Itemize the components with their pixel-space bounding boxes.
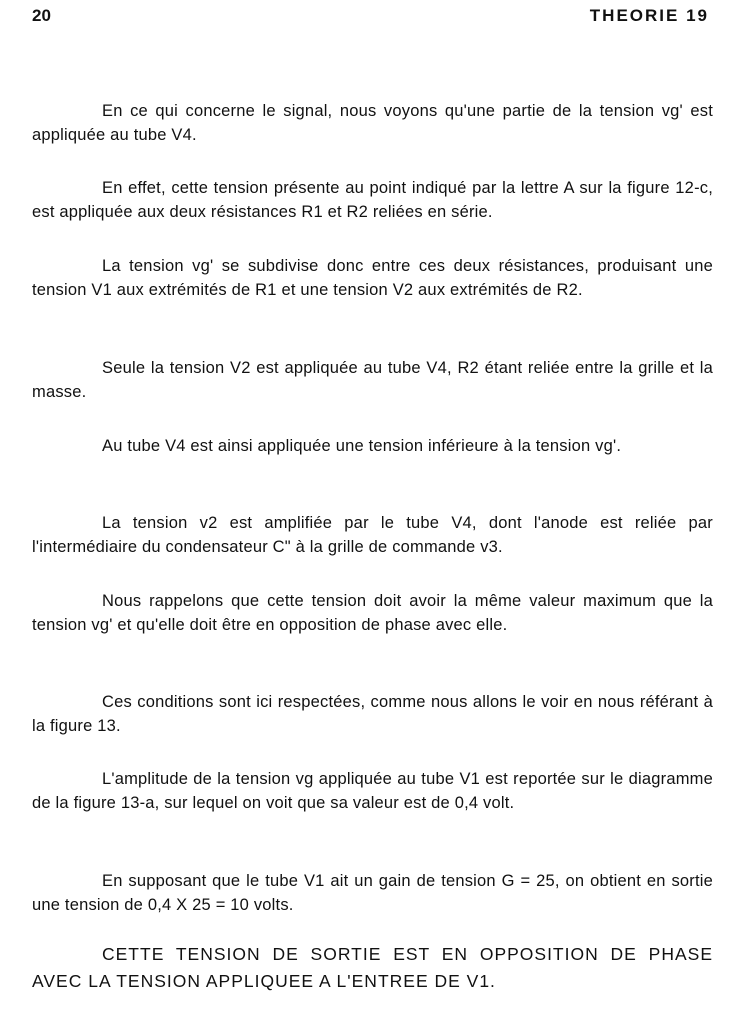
paragraph-text: Au tube V4 est ainsi appliquée une tension inférieure à la tension vg'. bbox=[102, 437, 622, 455]
page-header bbox=[32, 6, 709, 26]
paragraph-text: CETTE TENSION DE SORTIE EST EN OPPOSITION DE PHASE AVEC LA TENSION APPLIQUEE A L'ENTREE DE V1. bbox=[32, 944, 713, 991]
paragraph-6 bbox=[32, 511, 713, 559]
paragraph-10 bbox=[32, 869, 713, 917]
paragraph-text: En supposant que le tube V1 ait un gain de tension G = 25, on obtient en sortie une tension de 0,4 X 25 = 10 volts. bbox=[32, 872, 713, 914]
page-number: 20 bbox=[32, 6, 51, 25]
paragraph-text: En effet, cette tension présente au point indiqué par la lettre A sur la figure 12-c, est appliquée aux deux résistances R1 et R2 reliées en série. bbox=[32, 179, 713, 221]
paragraph-1 bbox=[32, 99, 713, 147]
paragraph-5 bbox=[32, 434, 713, 458]
paragraph-3 bbox=[32, 254, 713, 302]
paragraph-text: En ce qui concerne le signal, nous voyons qu'une partie de la tension vg' est appliquée au tube V4. bbox=[32, 102, 713, 144]
paragraph-8 bbox=[32, 690, 713, 738]
paragraph-2 bbox=[32, 176, 713, 224]
paragraph-conclusion bbox=[32, 941, 713, 995]
paragraph-7 bbox=[32, 589, 713, 637]
paragraph-text: L'amplitude de la tension vg appliquée au tube V1 est reportée sur le diagramme de la figure 13-a, sur lequel on voit que sa valeur est de 0,4 volt. bbox=[32, 770, 713, 812]
paragraph-text: La tension vg' se subdivise donc entre ces deux résistances, produisant une tension V1 aux extrémités de R1 et une tension V2 aux extrémités de R2. bbox=[32, 257, 713, 299]
paragraph-text: Seule la tension V2 est appliquée au tube V4, R2 étant reliée entre la grille et la masse. bbox=[32, 359, 713, 401]
paragraph-text: La tension v2 est amplifiée par le tube V4, dont l'anode est reliée par l'intermédiaire du condensateur C" à la grille de commande v3. bbox=[32, 514, 713, 556]
page-title: THEORIE 19 bbox=[589, 6, 709, 25]
paragraph-4 bbox=[32, 356, 713, 404]
paragraph-9 bbox=[32, 767, 713, 815]
paragraph-text: Nous rappelons que cette tension doit avoir la même valeur maximum que la tension vg' et qu'elle doit être en opposition de phase avec elle. bbox=[32, 592, 713, 634]
paragraph-text: Ces conditions sont ici respectées, comme nous allons le voir en nous référant à la figure 13. bbox=[32, 693, 713, 735]
